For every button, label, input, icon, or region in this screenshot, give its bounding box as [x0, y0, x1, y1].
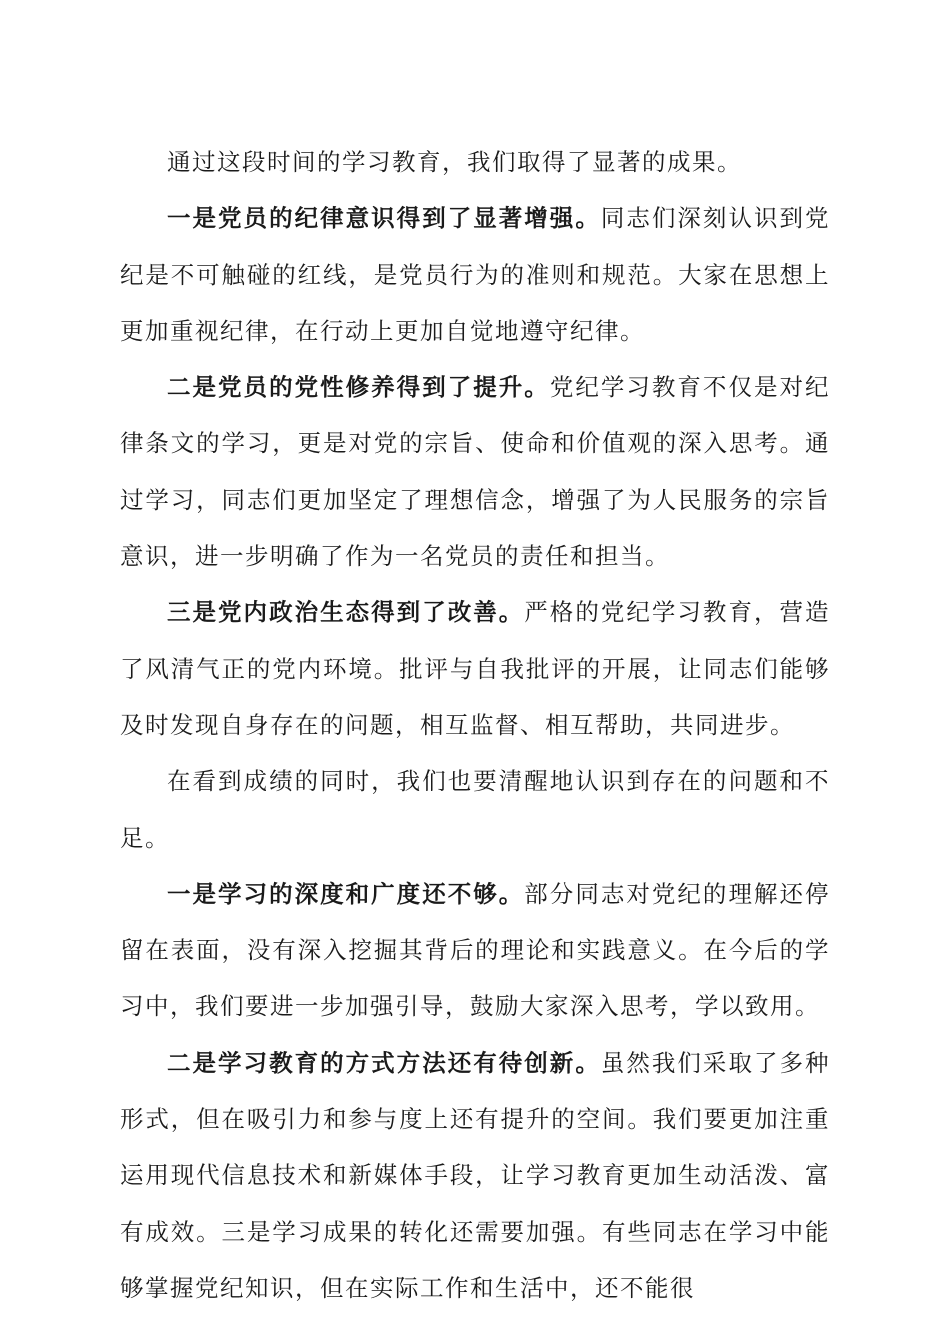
paragraph-text: 部分同志对党纪的理解还停留在表面，没有深入挖掘其背后的理论和实践意义。在今后的学习中，我们要进一步加强引导，鼓励大家深入思考，学以致用。 [120, 879, 831, 1021]
paragraph-lead: 二是党员的党性修养得到了提升。 [167, 373, 550, 402]
paragraph-text: 严格的党纪学习教育，营造了风清气正的党内环境。批评与自我批评的开展，让同志们能够及时发现自身存在的问题，相互监督、相互帮助，共同进步。 [120, 598, 831, 739]
document-body [120, 134, 830, 1316]
paragraph-problem-1 [120, 866, 830, 1035]
paragraph-problem-2 [120, 1035, 830, 1316]
paragraph-achievement-3 [120, 584, 830, 753]
paragraph-achievement-1 [120, 190, 830, 359]
paragraph-text: 党纪学习教育不仅是对纪律条文的学习，更是对党的宗旨、使命和价值观的深入思考。通过学习，同志们更加坚定了理想信念，增强了为人民服务的宗旨意识，进一步明确了作为一名党员的责任和担当。 [120, 373, 831, 571]
paragraph-text: 通过这段时间的学习教育，我们取得了显著的成果。 [167, 148, 742, 176]
paragraph-lead: 三是党内政治生态得到了改善。 [167, 598, 525, 627]
paragraph-lead: 一是学习的深度和广度还不够。 [167, 879, 525, 908]
paragraph-text: 在看到成绩的同时，我们也要清醒地认识到存在的问题和不足。 [120, 767, 830, 852]
paragraph-lead: 二是学习教育的方式方法还有待创新。 [167, 1048, 601, 1077]
paragraph-transition [120, 753, 830, 866]
paragraph-text: 同志们深刻认识到党纪是不可触碰的红线，是党员行为的准则和规范。大家在思想上更加重视纪律，在行动上更加自觉地遵守纪律。 [120, 204, 831, 345]
paragraph-lead: 一是党员的纪律意识得到了显著增强。 [167, 204, 601, 233]
paragraph-achievement-2 [120, 359, 830, 584]
paragraph-intro [120, 134, 830, 190]
paragraph-text: 虽然我们采取了多种形式，但在吸引力和参与度上还有提升的空间。我们要更加注重运用现代信息技术和新媒体手段，让学习教育更加生动活泼、富有成效。三是学习成果的转化还需要加强。有些同志在学习中能够掌握党纪知识，但在实际工作和生活中，还不能很 [120, 1048, 831, 1302]
